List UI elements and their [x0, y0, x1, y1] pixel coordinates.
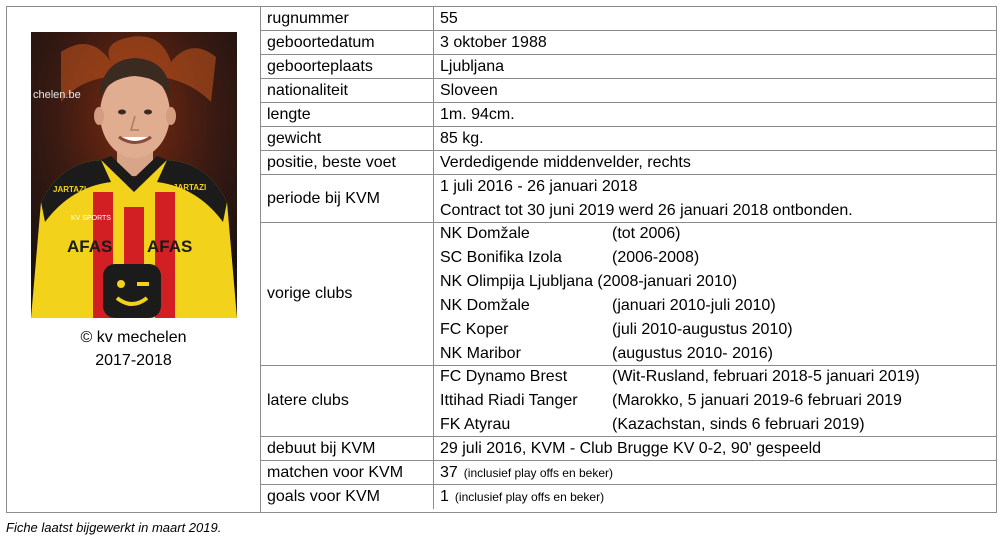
table-row: [261, 7, 996, 31]
player-card: [6, 6, 997, 513]
list-item: [440, 270, 996, 294]
label-rugnummer: rugnummer: [261, 7, 434, 30]
photo-caption-season: 2017-2018: [95, 352, 172, 369]
club-name: FC Koper: [440, 321, 509, 338]
note-matchen: (inclusief play offs en beker): [463, 465, 613, 480]
club-name: NK Domžale: [440, 225, 530, 242]
shirt-sponsor-right: AFAS: [147, 237, 193, 256]
list-item: [440, 365, 996, 389]
label-geboorteplaats: geboorteplaats: [261, 55, 434, 78]
info-table: [261, 7, 996, 509]
note-goals: (inclusief play offs en beker): [454, 490, 605, 504]
club-name: FC Dynamo Brest: [440, 368, 568, 385]
shirt-brand-left: JARTAZI: [53, 185, 87, 194]
table-row: [261, 55, 996, 79]
label-goals: goals voor KVM: [261, 485, 434, 509]
label-geboortedatum: geboortedatum: [261, 31, 434, 54]
label-matchen: matchen voor KVM: [261, 461, 434, 484]
label-positie: positie, beste voet: [261, 151, 434, 174]
table-row: [261, 485, 996, 509]
table-row: [261, 366, 996, 437]
shirt-brand-right: JARTAZI: [173, 183, 207, 192]
list-item: [440, 318, 996, 342]
value-gewicht: 85 kg.: [440, 129, 484, 147]
club-name: NK Maribor: [440, 345, 521, 362]
list-item: [440, 342, 996, 366]
club-name: NK Olimpija Ljubljana: [440, 273, 593, 290]
value-periode-dates: 1 juli 2016 - 26 januari 2018: [440, 177, 638, 195]
photo-caption-copyright: © kv mechelen: [80, 329, 187, 346]
label-latere-clubs: latere clubs: [261, 366, 434, 436]
value-matchen: 37: [440, 463, 458, 481]
value-positie: Verdedigende middenvelder, rechts: [440, 153, 691, 171]
list-item: [440, 222, 996, 246]
value-geboorteplaats: Ljubljana: [440, 57, 505, 75]
list-item: [440, 294, 996, 318]
table-row: [261, 437, 996, 461]
player-photo: [31, 32, 237, 318]
value-rugnummer: 55: [440, 9, 458, 27]
value-nationaliteit: Sloveen: [440, 81, 498, 99]
label-gewicht: gewicht: [261, 127, 434, 150]
value-lengte: 1m. 94cm.: [440, 105, 515, 123]
table-row: [261, 461, 996, 485]
club-period: (januari 2010-juli 2010): [612, 297, 776, 314]
value-debuut: 29 juli 2016, KVM - Club Brugge KV 0-2, 90' gespeeld: [440, 439, 822, 457]
club-period: (juli 2010-augustus 2010): [612, 321, 793, 338]
club-period: (Marokko, 5 januari 2019-6 februari 2019: [612, 392, 902, 409]
label-nationaliteit: nationaliteit: [261, 79, 434, 102]
sponsor-logo-icon: [103, 264, 161, 318]
list-item: [440, 413, 996, 437]
shirt-sponsor-left: AFAS: [67, 237, 113, 256]
table-row: [261, 175, 996, 223]
label-vorige-clubs: vorige clubs: [261, 223, 434, 365]
label-lengte: lengte: [261, 103, 434, 126]
club-name: Ittihad Riadi Tanger: [440, 392, 578, 409]
club-name: FK Atyrau: [440, 416, 511, 433]
photo-column: [7, 7, 261, 512]
table-row: [261, 103, 996, 127]
club-period: (2006-2008): [612, 249, 700, 266]
label-periode: periode bij KVM: [261, 175, 434, 222]
shirt-chest-text: KV SPORTS: [71, 215, 111, 222]
label-debuut: debuut bij KVM: [261, 437, 434, 460]
value-periode-contract: Contract tot 30 juni 2019 werd 26 januari 2018 ontbonden.: [440, 201, 853, 219]
club-period: (Kazachstan, sinds 6 februari 2019): [612, 416, 865, 433]
list-item: [440, 389, 996, 413]
table-row: [261, 31, 996, 55]
club-period: (tot 2006): [612, 225, 681, 242]
list-item: [440, 246, 996, 270]
value-goals: 1: [440, 488, 449, 505]
table-row: [261, 151, 996, 175]
table-row: [261, 127, 996, 151]
club-period: (augustus 2010- 2016): [612, 345, 773, 362]
background-text: chelen.be: [33, 89, 81, 101]
club-period: (2008-januari 2010): [597, 273, 738, 290]
club-name: SC Bonifika Izola: [440, 249, 562, 266]
club-name: NK Domžale: [440, 297, 530, 314]
table-row: [261, 223, 996, 366]
value-geboortedatum: 3 oktober 1988: [440, 33, 547, 51]
club-period: (Wit-Rusland, februari 2018-5 januari 2019): [612, 368, 920, 385]
footer-note: Fiche laatst bijgewerkt in maart 2019.: [6, 520, 222, 535]
table-row: [261, 79, 996, 103]
